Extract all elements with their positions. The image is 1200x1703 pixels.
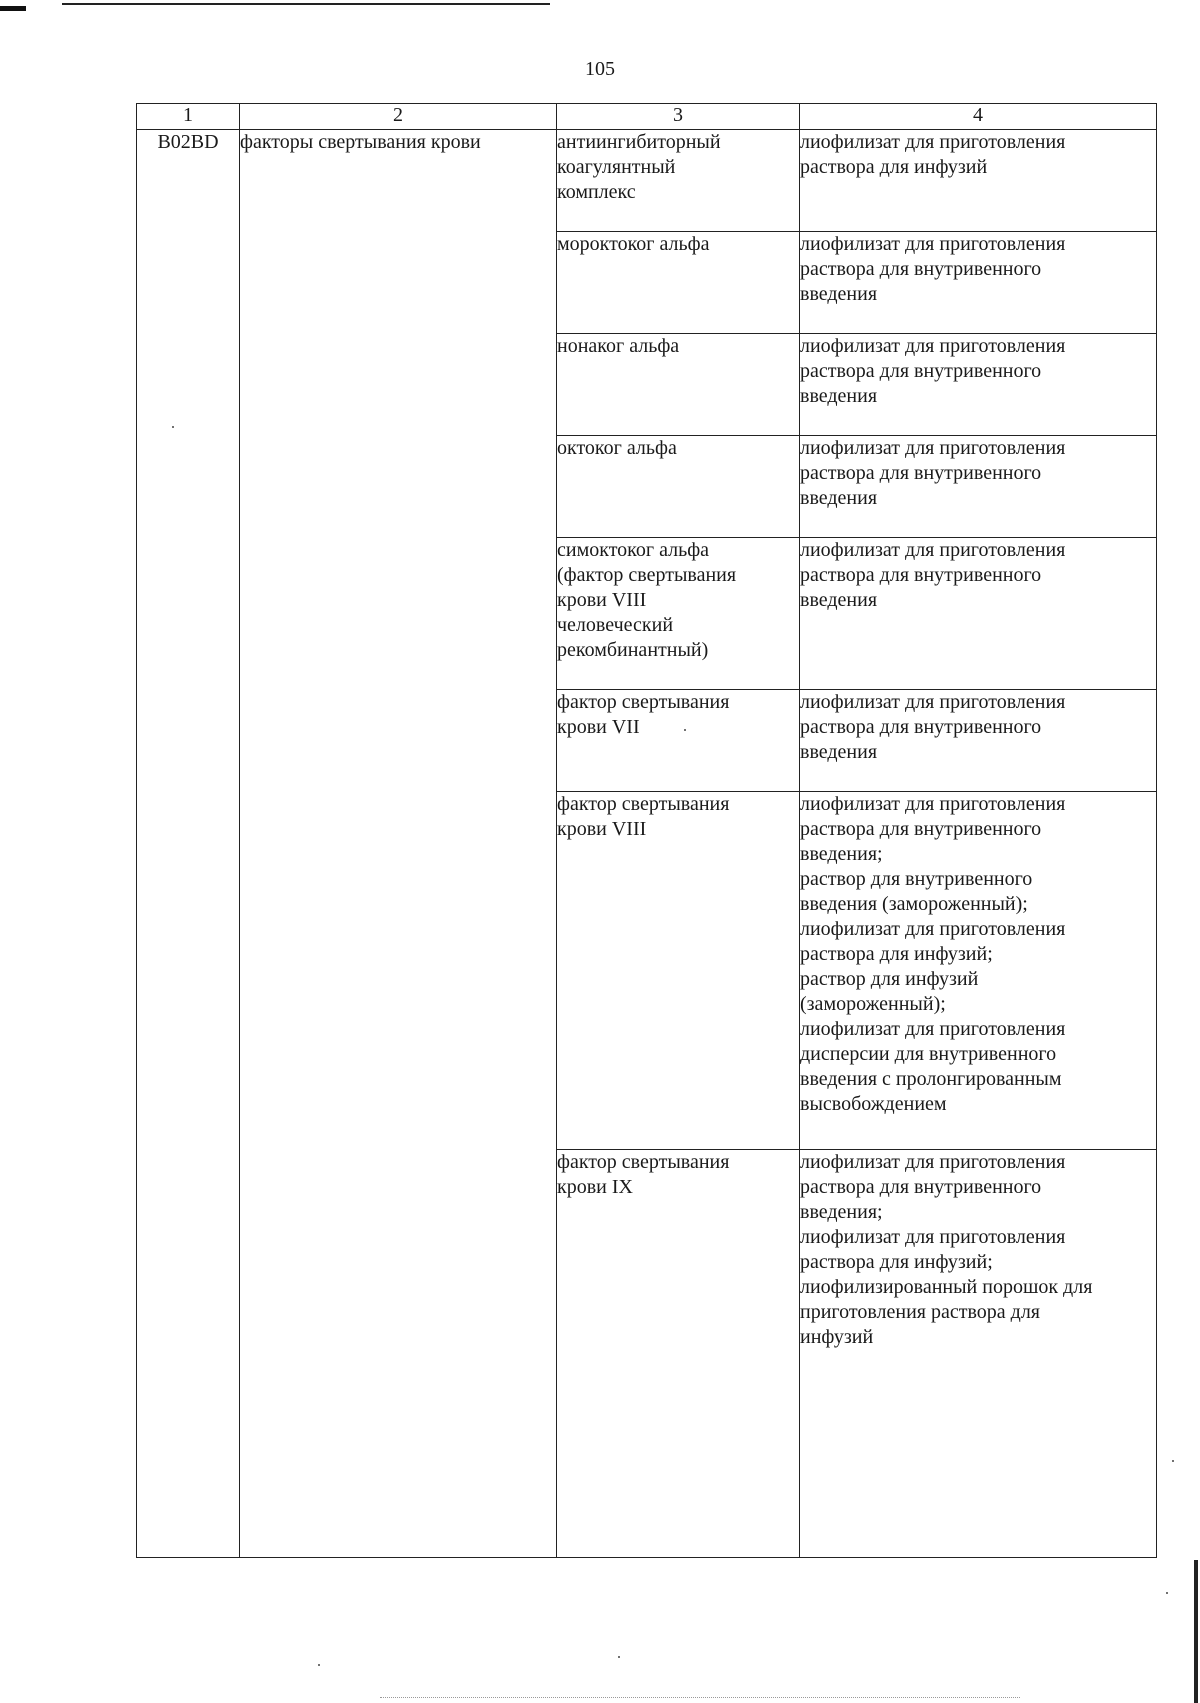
drug-name: фактор свертывания крови VIII — [557, 792, 800, 1150]
header-col-1: 1 — [137, 104, 240, 130]
drug-name: фактор свертывания крови VII — [557, 690, 800, 792]
dosage-form: лиофилизат для приготовления раствора для внутривенного введения — [800, 690, 1157, 792]
scan-edge-mark — [0, 6, 26, 11]
drug-name: антиингибиторный коагулянтный комплекс — [557, 130, 800, 232]
page-number: 105 — [585, 58, 615, 80]
dosage-form: лиофилизат для приготовления раствора для внутривенного введения — [800, 232, 1157, 334]
atc-group-name: факторы свертывания крови — [240, 130, 557, 1558]
dosage-form: лиофилизат для приготовления раствора для внутривенного введения — [800, 334, 1157, 436]
drug-name: симоктоког альфа (фактор свертывания крови VIII человеческий рекомбинантный) — [557, 538, 800, 690]
drug-name: нонаког альфа — [557, 334, 800, 436]
header-col-4: 4 — [800, 104, 1157, 130]
dosage-form: лиофилизат для приготовления раствора для внутривенного введения — [800, 436, 1157, 538]
drug-name: октоког альфа — [557, 436, 800, 538]
dosage-form: лиофилизат для приготовления раствора для внутривенного введения; лиофилизат для приготовления раствора для инфузий; лиофилизированный порошок для приготовления раствора для инфузий — [800, 1150, 1157, 1558]
scan-right-edge — [1194, 1560, 1198, 1703]
header-col-3: 3 — [557, 104, 800, 130]
header-col-2: 2 — [240, 104, 557, 130]
scan-bottom-noise — [380, 1697, 1020, 1699]
atc-code: B02BD — [137, 130, 240, 1558]
drug-list-table — [136, 103, 1157, 1558]
dosage-form: лиофилизат для приготовления раствора для внутривенного введения; раствор для внутривенного введения (замороженный); лиофилизат для приготовления раствора для инфузий; раствор для инфузий (замороженный); лиофилизат для приготовления дисперсии для внутривенного введения с пролонгированным высвобождением — [800, 792, 1157, 1150]
drug-name: фактор свертывания крови IX — [557, 1150, 800, 1558]
dosage-form: лиофилизат для приготовления раствора для внутривенного введения — [800, 538, 1157, 690]
dosage-form: лиофилизат для приготовления раствора для инфузий — [800, 130, 1157, 232]
table-row — [137, 130, 1157, 232]
drug-name: мороктоког альфа — [557, 232, 800, 334]
header-row — [137, 104, 1157, 130]
scan-top-line — [62, 3, 550, 5]
